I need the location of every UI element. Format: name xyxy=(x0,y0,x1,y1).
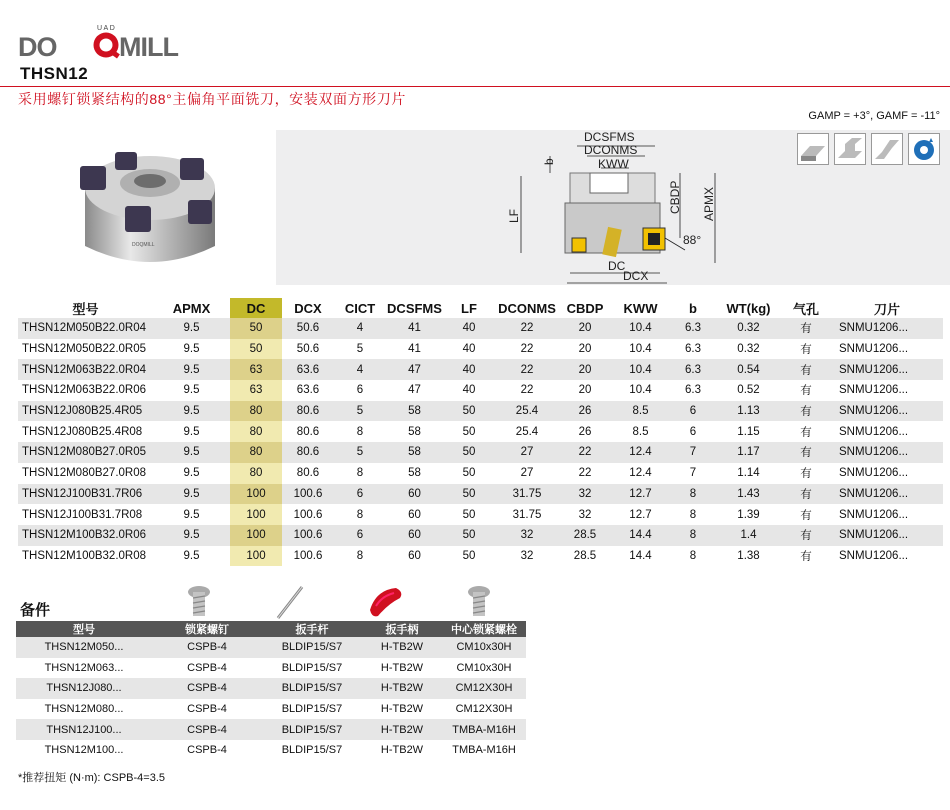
table-cell: 1.17 xyxy=(716,442,781,463)
ramping-icon xyxy=(871,133,903,165)
table-cell: THSN12J100B31.7R08 xyxy=(22,508,143,521)
table-cell: 100 xyxy=(230,484,282,505)
table-cell: BLDIP15/S7 xyxy=(281,661,343,674)
table-cell: 50 xyxy=(462,467,476,480)
table-cell: CM12X30H xyxy=(455,703,513,716)
table-cell: 1.43 xyxy=(716,484,781,505)
table-cell: 14.4 xyxy=(611,525,670,546)
label-dcsfms: DCSFMS xyxy=(584,130,635,144)
table-cell: H-TB2W xyxy=(362,719,442,740)
table-cell: BLDIP15/S7 xyxy=(281,703,343,716)
label-lf: LF xyxy=(507,208,521,223)
table-cell: 50 xyxy=(443,484,495,505)
doqmill-logo xyxy=(18,22,218,62)
table-cell: 1.13 xyxy=(716,401,781,422)
table-cell: 1.15 xyxy=(737,425,760,438)
table-cell: 100 xyxy=(230,504,282,525)
table-cell: 26 xyxy=(578,425,592,438)
table-cell: 32 xyxy=(559,484,611,505)
table-cell: TMBA-M16H xyxy=(452,744,516,757)
col-header: DC xyxy=(230,298,282,318)
table-cell: 1.39 xyxy=(737,508,760,521)
table-row xyxy=(18,504,943,525)
table-cell: CSPB-4 xyxy=(152,678,262,699)
table-cell: 12.7 xyxy=(629,508,652,521)
table-cell: BLDIP15/S7 xyxy=(262,719,362,740)
table-cell: 8 xyxy=(689,549,697,562)
table-cell: 6 xyxy=(689,425,697,438)
table-cell: 有 xyxy=(781,525,831,546)
table-cell: 28.5 xyxy=(573,549,597,562)
table-cell: CSPB-4 xyxy=(152,719,262,740)
table-cell: 有 xyxy=(800,550,812,563)
table-cell: 6.3 xyxy=(685,343,701,356)
table-cell: CM10x30H xyxy=(442,637,526,658)
table-cell: 100.6 xyxy=(293,508,323,521)
gamp-gamf-text: GAMP = +3°, GAMF = -11° xyxy=(808,110,940,122)
table-row xyxy=(16,719,526,740)
table-cell: 8 xyxy=(670,484,716,505)
table-cell: THSN12J080... xyxy=(16,678,152,699)
table-cell: 32 xyxy=(520,549,534,562)
table-cell: 5 xyxy=(334,442,386,463)
table-cell: 60 xyxy=(386,525,443,546)
table-cell: SNMU1206... xyxy=(831,484,943,505)
lock-screw-icon xyxy=(182,584,216,620)
table-cell: 6.3 xyxy=(670,318,716,339)
table-cell: 60 xyxy=(386,484,443,505)
col-header: DCSFMS xyxy=(387,300,442,316)
table-cell: CSPB-4 xyxy=(152,637,262,658)
table-cell: 22 xyxy=(495,318,559,339)
table-cell: 80 xyxy=(230,421,282,442)
table-cell: 9.5 xyxy=(183,549,200,562)
table-cell: 12.4 xyxy=(629,467,652,480)
col-header: 中心锁紧螺栓 xyxy=(442,621,526,637)
table-cell: 100 xyxy=(230,546,282,567)
wrench-bit-icon xyxy=(272,584,306,620)
table-cell: 32 xyxy=(495,525,559,546)
table-cell: 40 xyxy=(443,318,495,339)
table-cell: CSPB-4 xyxy=(187,744,227,757)
table-cell: 27 xyxy=(495,442,559,463)
table-cell: 4 xyxy=(334,318,386,339)
spec-table xyxy=(18,298,943,566)
table-cell: 14.4 xyxy=(629,549,652,562)
table-cell: THSN12M080B27.0R08 xyxy=(22,467,147,480)
table-cell: 63.6 xyxy=(282,359,334,380)
coolant-icon xyxy=(908,133,940,165)
table-cell: 有 xyxy=(781,359,831,380)
col-header: WT(kg) xyxy=(726,300,771,316)
table-cell: 有 xyxy=(800,385,812,398)
table-cell: SNMU1206... xyxy=(839,508,909,521)
table-cell: 6 xyxy=(356,384,364,397)
table-cell: 10.4 xyxy=(611,359,670,380)
table-cell: 有 xyxy=(800,509,812,522)
table-cell: 9.5 xyxy=(183,343,200,356)
table-cell: SNMU1206... xyxy=(831,525,943,546)
table-cell: 9.5 xyxy=(183,467,200,480)
header-divider xyxy=(0,86,950,87)
table-cell: 22 xyxy=(495,359,559,380)
table-cell: 22 xyxy=(520,384,534,397)
table-cell: BLDIP15/S7 xyxy=(262,637,362,658)
table-cell: 9.5 xyxy=(183,508,200,521)
table-cell: SNMU1206... xyxy=(831,401,943,422)
table-cell: THSN12J100... xyxy=(16,719,152,740)
table-cell: 32 xyxy=(578,508,592,521)
table-cell: 28.5 xyxy=(559,525,611,546)
table-cell: 7 xyxy=(689,467,697,480)
col-header: LF xyxy=(461,300,477,316)
table-cell: 5 xyxy=(356,343,364,356)
table-cell: BLDIP15/S7 xyxy=(262,678,362,699)
table-cell: THSN12J080B25.4R05 xyxy=(18,401,153,422)
table-cell: 40 xyxy=(443,359,495,380)
product-model: THSN12 xyxy=(20,64,89,83)
table-cell: 22 xyxy=(578,467,592,480)
table-cell: 50 xyxy=(462,549,476,562)
table-cell: THSN12J100B31.7R06 xyxy=(18,484,153,505)
table-cell: SNMU1206... xyxy=(839,343,909,356)
table-cell: THSN12M080... xyxy=(44,703,124,716)
table-cell: 9.5 xyxy=(153,484,230,505)
table-cell: THSN12M063B22.0R04 xyxy=(18,359,153,380)
table-cell: 12.7 xyxy=(611,484,670,505)
table-cell: 有 xyxy=(781,318,831,339)
table-cell: 80 xyxy=(230,401,282,422)
table-cell: THSN12M050B22.0R05 xyxy=(22,343,147,356)
table-cell: BLDIP15/S7 xyxy=(281,744,343,757)
label-b: b xyxy=(542,158,556,165)
table-row xyxy=(16,637,526,658)
table-cell: CM10x30H xyxy=(456,661,512,674)
table-cell: SNMU1206... xyxy=(839,549,909,562)
table-cell: 9.5 xyxy=(183,425,200,438)
table-cell: 22 xyxy=(559,442,611,463)
table-cell: 8 xyxy=(356,549,364,562)
table-row xyxy=(18,484,943,505)
label-dconms: DCONMS xyxy=(584,143,638,157)
table-cell: 20 xyxy=(559,359,611,380)
table-cell: H-TB2W xyxy=(380,661,424,674)
table-cell: 10.4 xyxy=(629,384,652,397)
table-cell: 8 xyxy=(356,508,364,521)
table-cell: THSN12J080B25.4R08 xyxy=(22,425,143,438)
table-cell: CSPB-4 xyxy=(187,661,227,674)
table-cell: 有 xyxy=(781,484,831,505)
table-cell: 80 xyxy=(230,442,282,463)
milling-cutter-photo xyxy=(70,128,230,278)
table-row xyxy=(18,401,943,422)
col-header: 刀片 xyxy=(873,301,900,317)
wrench-handle-icon xyxy=(366,584,406,620)
table-cell: THSN12M100B32.0R06 xyxy=(18,525,153,546)
table-cell: 有 xyxy=(781,401,831,422)
table-cell: 0.32 xyxy=(737,343,760,356)
table-cell: 10.4 xyxy=(629,343,652,356)
table-cell: 8.5 xyxy=(611,401,670,422)
table-cell: SNMU1206... xyxy=(831,442,943,463)
table-cell: 60 xyxy=(408,508,421,521)
table-cell: 80 xyxy=(230,463,282,484)
table-cell: 7 xyxy=(670,442,716,463)
table-cell: 6 xyxy=(334,525,386,546)
table-cell: 50 xyxy=(443,442,495,463)
table-cell: 50 xyxy=(462,508,476,521)
table-cell: 22 xyxy=(520,343,534,356)
shoulder-milling-icon xyxy=(834,133,866,165)
table-cell: 50.6 xyxy=(296,343,320,356)
table-cell: 1.14 xyxy=(737,467,760,480)
table-cell: 100.6 xyxy=(282,484,334,505)
table-cell: SNMU1206... xyxy=(839,384,909,397)
label-dc: DC xyxy=(608,259,626,273)
table-cell: 47 xyxy=(386,359,443,380)
col-header: 型号 xyxy=(16,621,152,637)
table-cell: 10.4 xyxy=(611,318,670,339)
col-header: 型号 xyxy=(72,301,99,317)
table-cell: 0.52 xyxy=(737,384,760,397)
table-cell: 50 xyxy=(443,401,495,422)
table-cell: 41 xyxy=(386,318,443,339)
table-cell: 31.75 xyxy=(512,508,542,521)
label-cbdp: CBDP xyxy=(668,180,682,214)
label-apmx: APMX xyxy=(702,186,716,221)
table-cell: 0.54 xyxy=(716,359,781,380)
table-cell: 12.4 xyxy=(611,442,670,463)
table-cell: 5 xyxy=(334,401,386,422)
table-row xyxy=(18,380,943,401)
table-cell: CSPB-4 xyxy=(187,703,227,716)
table-cell: 50 xyxy=(230,339,282,360)
accessories-table-header xyxy=(16,621,526,637)
table-cell: 47 xyxy=(408,384,421,397)
table-row xyxy=(18,546,943,567)
table-cell: 20 xyxy=(578,343,592,356)
table-cell: 50 xyxy=(443,525,495,546)
table-cell: H-TB2W xyxy=(362,637,442,658)
table-cell: 6 xyxy=(334,484,386,505)
table-row xyxy=(16,678,526,699)
table-cell: 26 xyxy=(559,401,611,422)
center-bolt-icon xyxy=(462,584,496,620)
table-cell: 58 xyxy=(386,401,443,422)
table-row xyxy=(18,421,943,442)
col-header: 锁紧螺钉 xyxy=(152,621,262,637)
col-header: DCX xyxy=(294,300,322,316)
table-cell: 40 xyxy=(462,384,476,397)
dimension-diagram xyxy=(505,128,735,288)
table-cell: H-TB2W xyxy=(362,678,442,699)
table-cell: 1.38 xyxy=(737,549,760,562)
table-cell: SNMU1206... xyxy=(839,425,909,438)
table-cell: 58 xyxy=(386,442,443,463)
table-cell: SNMU1206... xyxy=(831,359,943,380)
accessories-table xyxy=(16,621,526,761)
table-cell: THSN12M063... xyxy=(44,661,124,674)
table-cell: 4 xyxy=(334,359,386,380)
table-row xyxy=(18,463,943,484)
table-cell: 6.3 xyxy=(670,359,716,380)
label-kww: KWW xyxy=(598,157,629,171)
svg-text:UAD: UAD xyxy=(97,25,117,32)
table-cell: 8 xyxy=(356,467,364,480)
table-row xyxy=(18,525,943,546)
table-cell: 8 xyxy=(356,425,364,438)
table-cell: THSN12M100... xyxy=(44,744,124,757)
table-cell: 9.5 xyxy=(183,384,200,397)
table-cell: 1.4 xyxy=(716,525,781,546)
table-cell: THSN12M050B22.0R04 xyxy=(18,318,153,339)
table-row xyxy=(16,740,526,761)
label-angle: 88° xyxy=(683,233,702,247)
col-header: CICT xyxy=(344,300,376,316)
table-cell: 20 xyxy=(559,318,611,339)
table-cell: 8.5 xyxy=(632,425,649,438)
svg-text:DO: DO xyxy=(18,32,57,62)
table-cell: 60 xyxy=(408,549,421,562)
table-row xyxy=(18,359,943,380)
table-cell: 9.5 xyxy=(153,318,230,339)
table-cell: H-TB2W xyxy=(380,744,424,757)
table-cell: 50 xyxy=(230,318,282,339)
table-cell: 9.5 xyxy=(153,442,230,463)
table-cell: TMBA-M16H xyxy=(442,719,526,740)
table-row xyxy=(18,442,943,463)
table-cell: 有 xyxy=(781,442,831,463)
table-row xyxy=(18,339,943,360)
application-icons xyxy=(797,133,947,173)
col-header: APMX xyxy=(172,300,211,316)
table-cell: 80.6 xyxy=(282,401,334,422)
table-cell: 8 xyxy=(670,525,716,546)
col-header: b xyxy=(689,300,697,316)
svg-text:DOQMILL: DOQMILL xyxy=(132,242,155,248)
table-cell: 有 xyxy=(800,344,812,357)
col-header: 气孔 xyxy=(792,301,819,317)
table-cell: 20 xyxy=(578,384,592,397)
table-row xyxy=(16,699,526,720)
table-cell: 9.5 xyxy=(153,359,230,380)
table-cell: 80.6 xyxy=(282,442,334,463)
col-header: CBDP xyxy=(566,300,604,316)
accessories-title: 备件 xyxy=(20,602,51,619)
spec-table-header xyxy=(18,298,943,318)
table-cell: 40 xyxy=(462,343,476,356)
table-cell: THSN12M080B27.0R05 xyxy=(18,442,153,463)
table-cell: 27 xyxy=(520,467,534,480)
col-header: DCONMS xyxy=(498,300,556,316)
col-header: KWW xyxy=(623,300,658,316)
table-cell: 8 xyxy=(689,508,697,521)
table-cell: 6 xyxy=(670,401,716,422)
table-cell: H-TB2W xyxy=(380,703,424,716)
table-cell: 有 xyxy=(800,426,812,439)
table-cell: SNMU1206... xyxy=(839,467,909,480)
table-cell: 25.4 xyxy=(495,401,559,422)
table-cell: THSN12M063B22.0R06 xyxy=(22,384,147,397)
table-cell: 6.3 xyxy=(685,384,701,397)
table-cell: 41 xyxy=(408,343,421,356)
table-cell: SNMU1206... xyxy=(831,318,943,339)
col-header: 扳手柄 xyxy=(362,621,442,637)
table-cell: THSN12M050... xyxy=(16,637,152,658)
table-cell: 58 xyxy=(408,467,421,480)
label-dcx: DCX xyxy=(623,269,649,283)
table-cell: 50 xyxy=(462,425,476,438)
table-cell: 63 xyxy=(230,380,282,401)
table-cell: 80.6 xyxy=(296,467,320,480)
table-cell: THSN12M100B32.0R08 xyxy=(22,549,147,562)
product-subtitle: 采用螺钉锁紧结构的88°主偏角平面铣刀，安装双面方形刀片 xyxy=(18,91,406,107)
table-cell: 63 xyxy=(230,359,282,380)
table-cell: 100 xyxy=(230,525,282,546)
table-cell: 80.6 xyxy=(296,425,320,438)
table-row xyxy=(18,318,943,339)
table-cell: CM12X30H xyxy=(442,678,526,699)
table-cell: 有 xyxy=(800,468,812,481)
table-cell: 9.5 xyxy=(153,525,230,546)
face-milling-icon xyxy=(797,133,829,165)
table-cell: 0.32 xyxy=(716,318,781,339)
torque-footnote: *推荐扭矩 (N·m): CSPB-4=3.5 xyxy=(18,772,165,784)
table-row xyxy=(16,658,526,679)
table-cell: 31.75 xyxy=(495,484,559,505)
col-header: 扳手杆 xyxy=(262,621,362,637)
table-cell: 100.6 xyxy=(282,525,334,546)
table-cell: 50.6 xyxy=(282,318,334,339)
table-cell: 100.6 xyxy=(293,549,323,562)
svg-text:MILL: MILL xyxy=(119,32,178,62)
table-cell: 25.4 xyxy=(515,425,539,438)
table-cell: 9.5 xyxy=(153,401,230,422)
table-cell: 63.6 xyxy=(296,384,320,397)
table-cell: 58 xyxy=(408,425,421,438)
